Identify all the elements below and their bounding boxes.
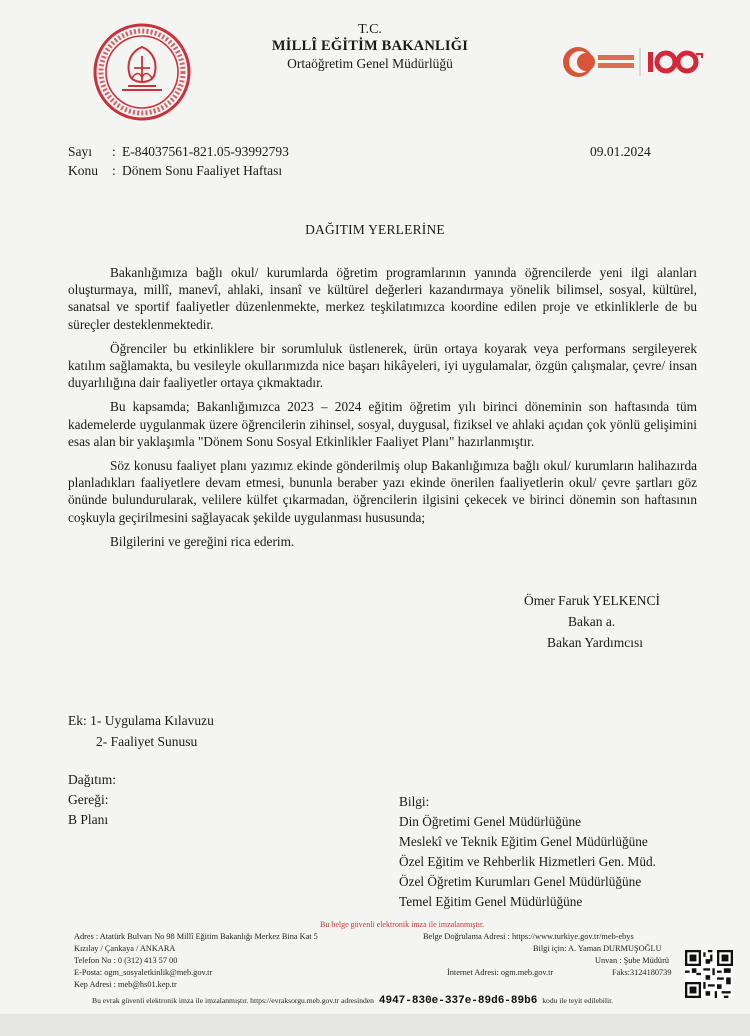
bilgi-label: Bilgi: <box>399 794 430 809</box>
sayi-separator: : <box>112 144 116 159</box>
footer-fax: Faks:3124180739 <box>612 968 672 977</box>
verification-line <box>92 995 613 1007</box>
document-heading: DAĞITIM YERLERİNE <box>305 222 445 237</box>
turkiye-yuzyili-100-logo <box>560 44 708 80</box>
konu-row <box>68 163 282 179</box>
gereği-value: B Planı <box>68 812 109 827</box>
konu-separator: : <box>112 163 116 178</box>
verify-code[interactable]: 4947-830e-337e-89d6-89b6 <box>378 995 538 1007</box>
bilgi-item: Meslekî ve Teknik Eğitim Genel Müdürlüğüne <box>399 834 648 849</box>
verify-note-post: kodu ile teyit edilebilir. <box>542 996 614 1005</box>
footer-kep: Kep Adresi : meb@hs01.kep.tr <box>74 980 177 989</box>
header-directorate: Ortaöğretim Genel Müdürlüğü <box>287 56 453 71</box>
footer-email: E-Posta: ogm_sosyaletkinlik@meb.gov.tr <box>74 968 213 977</box>
konu-label: Konu <box>68 163 98 178</box>
signatory-title-1: Bakan a. <box>568 614 616 629</box>
bilgi-item: Temel Eğitim Genel Müdürlüğüne <box>399 894 583 909</box>
gereği-label: Gereği: <box>68 792 109 807</box>
distribution-block <box>68 770 116 830</box>
document-date: 09.01.2024 <box>590 144 651 159</box>
sayi-row <box>68 144 289 160</box>
paragraph-3: Bu kapsamda; Bakanlığımızca 2023 – 2024 eğitim öğretim yılı birinci döneminin son haftasında tüm kademelerde uygulanmak üzere öğrencilerin zihinsel, sosyal, duygusal, fiziksel ve ahlaki açıdan çok yönlü gelişimini esas alan bir yaklaşımla "Dönem Sonu Sosyal Etkinlikler Faaliyet Planı" hazırlanmıştır. <box>68 399 697 449</box>
footer-info-contact: Bilgi için: A. Yaman DURMUŞOĞLU <box>533 944 662 953</box>
attachment-item: 1- Uygulama Kılavuzu <box>90 713 214 728</box>
paragraph-5: Bilgilerini ve gereğini rica ederim. <box>110 533 295 549</box>
footer-address: Adres : Atatürk Bulvarı No 98 Millî Eğitim Bakanlığı Merkez Bina Kat 5 <box>74 932 318 941</box>
ministry-header <box>250 21 490 72</box>
paragraph-1: Bakanlığımıza bağlı okul/ kurumlarda öğretim programlarının yanında öğrencilerde yeni ilgi alanları oluşturmaya, millî, manevî, ahlaki, insanî ve kültürel değerleri kazandırmaya yönelik bilimsel, sosyal, kültürel, sanatsal ve sportif faaliyetler düzenlenmekte, merkez teşkilatımızca koordine edilen proje ve etkinliklerle de bu süreçler desteklenmektedir. <box>68 265 697 332</box>
footer-title: Unvan : Şube Müdürü <box>595 956 669 965</box>
esign-note: Bu belge güvenli elektronik imza ile imzalanmıştır. <box>320 920 485 929</box>
footer-phone: Telefon No : 0 (312) 413 57 00 <box>74 956 178 965</box>
footer-city: Kızılay / Çankaya / ANKARA <box>74 944 176 953</box>
header-ministry-name: MİLLÎ EĞİTİM BAKANLIĞI <box>271 38 469 54</box>
bilgi-item: Özel Eğitim ve Rehberlik Hizmetleri Gen. Müd. <box>399 854 657 869</box>
paragraph-2: Öğrenciler bu etkinliklere bir sorumluluk üstlenerek, ürün ortaya koyarak veya performans sergileyerek katılım sağlamakta, bu vesileyle okullarımızda nice başarı hikâyeleri, iyi uygulamalar, özgün çalışmalar, çevre/ insan duyarlılığına dair faaliyetler ortaya çıkmaktadır. <box>68 340 697 391</box>
header-tc: T.C. <box>358 22 382 37</box>
bottom-margin <box>0 1014 750 1036</box>
attachments-label: Ek: <box>68 713 87 728</box>
konu-value: Dönem Sonu Faaliyet Haftası <box>122 163 283 178</box>
verify-note-pre: Bu evrak güvenli elektronik imza ile imzalanmıştır. https://evraksorgu.meb.gov.tr adresinden <box>92 996 374 1005</box>
signatory-title-2: Bakan Yardımcısı <box>547 635 643 650</box>
bilgi-item: Din Öğretimi Genel Müdürlüğüne <box>399 814 582 829</box>
bilgi-block <box>399 792 656 912</box>
signatory-name: Ömer Faruk YELKENCİ <box>524 593 660 608</box>
paragraph-4: Söz konusu faaliyet planı yazımız ekinde gönderilmiş olup Bakanlığımıza bağlı okul/ kurumların halihazırda planladıkları faaliyetlere devam etmesi, bununla beraber yazı ekinde önerilen faaliyetlerin okul/ çevre şartları göz önünde bulundurularak, velilere külfet çıkarmadan, öğrencilerin ilgisini çekecek ve birinci dönemin son haftasının coşkuyla geçirilmesini sağlayacak şekilde uygulanması hususunda; <box>68 458 697 525</box>
footer-web[interactable]: İnternet Adresi: ogm.meb.gov.tr <box>447 968 554 977</box>
distribution-label: Dağıtım: <box>68 772 116 787</box>
sayi-label: Sayı <box>68 144 93 159</box>
qr-code[interactable] <box>685 950 733 998</box>
attachments <box>68 710 214 752</box>
attachment-item: 2- Faaliyet Sunusu <box>96 734 198 749</box>
footer-verify-address[interactable]: Belge Doğrulama Adresi : https://www.turkiye.gov.tr/meb-ebys <box>423 932 634 941</box>
sayi-value: E-84037561-821.05-93992793 <box>122 144 289 159</box>
letter-body <box>68 264 697 557</box>
meb-seal-logo <box>92 22 192 122</box>
signature-block <box>500 590 700 653</box>
bilgi-item: Özel Öğretim Kurumları Genel Müdürlüğüne <box>399 874 642 889</box>
